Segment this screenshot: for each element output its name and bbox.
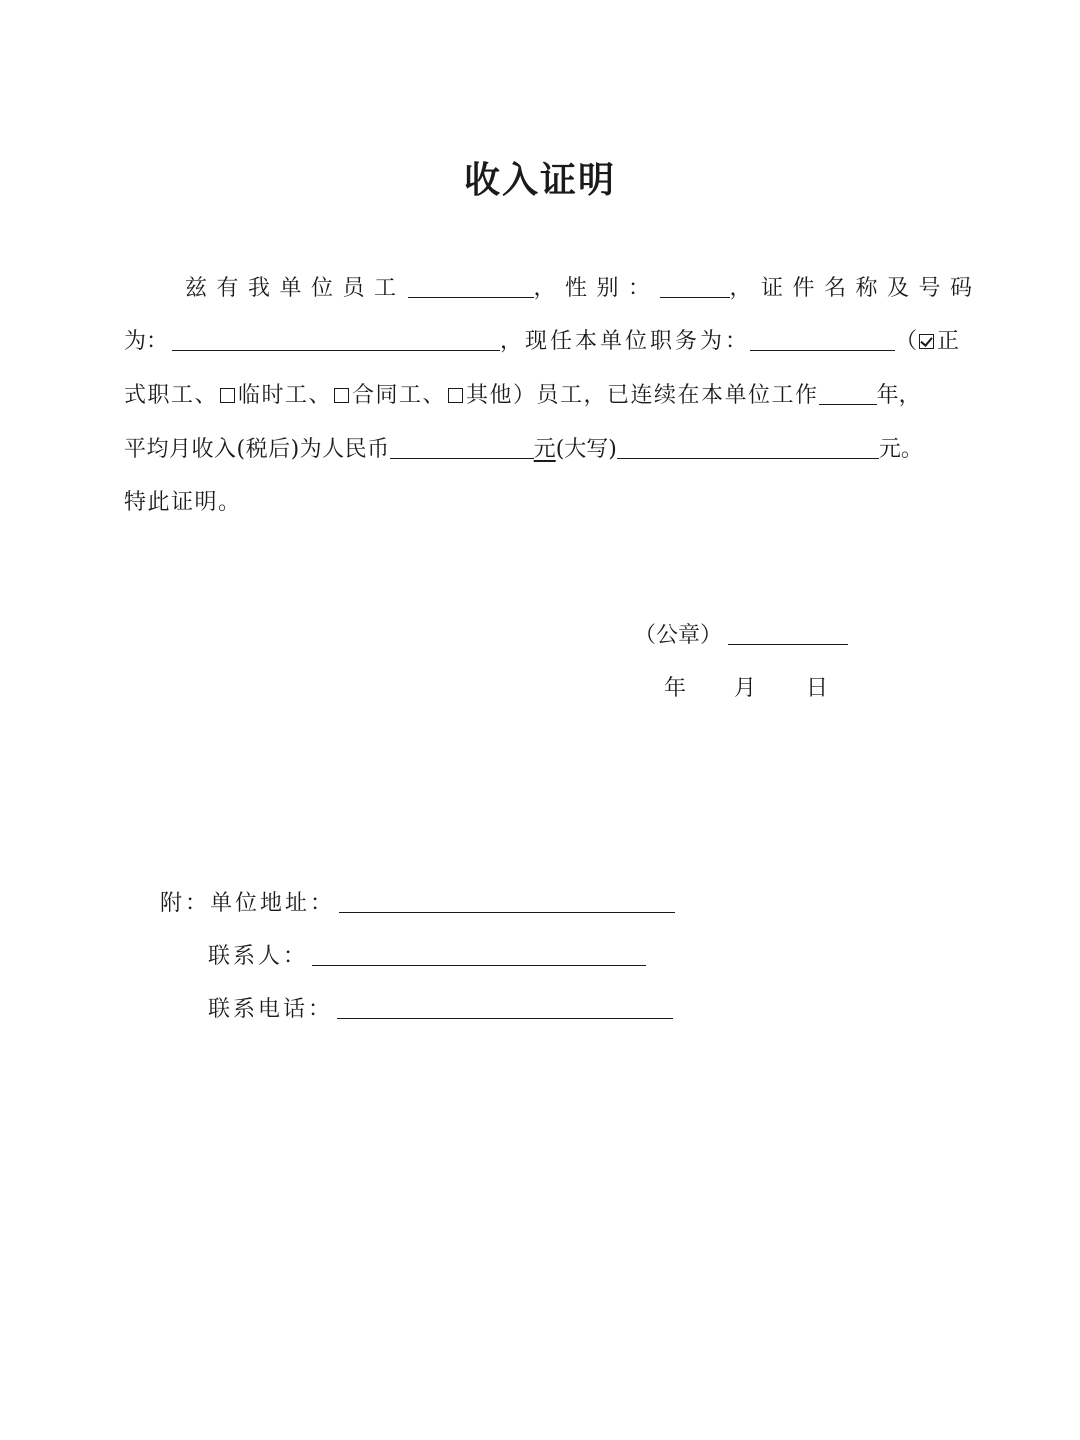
document-title: 收入证明 — [463, 160, 616, 201]
closing-statement: 特此证明。 — [124, 490, 242, 515]
seal-blank[interactable] — [728, 616, 848, 645]
temporary-worker-label: 临时工、 — [238, 383, 333, 408]
id-label: ，证件名称及号码 — [729, 276, 982, 301]
address-blank[interactable] — [339, 884, 675, 913]
yuan-end: 元。 — [878, 437, 923, 462]
contact-line — [208, 937, 646, 977]
formal-text-end: 式职工、 — [124, 383, 219, 408]
gender-blank[interactable] — [660, 269, 730, 298]
body-line-4 — [124, 430, 923, 470]
income-label: 平均月收入(税后)为人民币 — [124, 437, 390, 462]
body-line-3 — [124, 376, 921, 416]
temporary-worker-checkbox[interactable] — [220, 388, 235, 403]
seal-label: （公章） — [634, 623, 723, 648]
body-line-1 — [185, 269, 982, 309]
income-amount-blank[interactable] — [390, 430, 534, 459]
address-label: 附：单位地址： — [160, 891, 336, 916]
id-number-blank[interactable] — [172, 322, 500, 351]
address-line — [160, 884, 675, 924]
open-paren: （ — [895, 329, 918, 354]
phone-label: 联系电话： — [208, 997, 334, 1022]
years-unit: 年， — [876, 383, 921, 408]
gender-label: ，性别： — [533, 276, 660, 301]
position-blank[interactable] — [750, 322, 895, 351]
formal-employee-checkbox[interactable] — [919, 334, 934, 349]
formal-text-start: 正 — [937, 329, 960, 354]
position-label: ，现任本单位职务为： — [500, 329, 751, 354]
date-month: 月 — [734, 676, 757, 701]
income-uppercase-blank[interactable] — [617, 430, 879, 459]
other-checkbox[interactable] — [448, 388, 463, 403]
date-year: 年 — [664, 676, 687, 701]
phone-blank[interactable] — [337, 990, 673, 1019]
employee-name-blank[interactable] — [408, 269, 534, 298]
contract-worker-checkbox[interactable] — [334, 388, 349, 403]
years-blank[interactable] — [819, 376, 877, 405]
phone-line — [208, 990, 673, 1030]
uppercase-label: (大写) — [555, 437, 617, 462]
contact-blank[interactable] — [312, 937, 646, 966]
years-label: 其他）员工，已连续在本单位工作 — [466, 383, 819, 408]
yuan-unit: 元 — [533, 437, 556, 462]
contact-label: 联系人： — [208, 944, 309, 969]
seal-line — [634, 616, 848, 656]
date-line — [664, 669, 828, 709]
employee-label: 兹有我单位员工 — [185, 276, 406, 301]
id-number-label: 为： — [124, 329, 169, 354]
body-line-2 — [124, 322, 959, 362]
contract-worker-label: 合同工、 — [352, 383, 447, 408]
date-day: 日 — [806, 676, 829, 701]
